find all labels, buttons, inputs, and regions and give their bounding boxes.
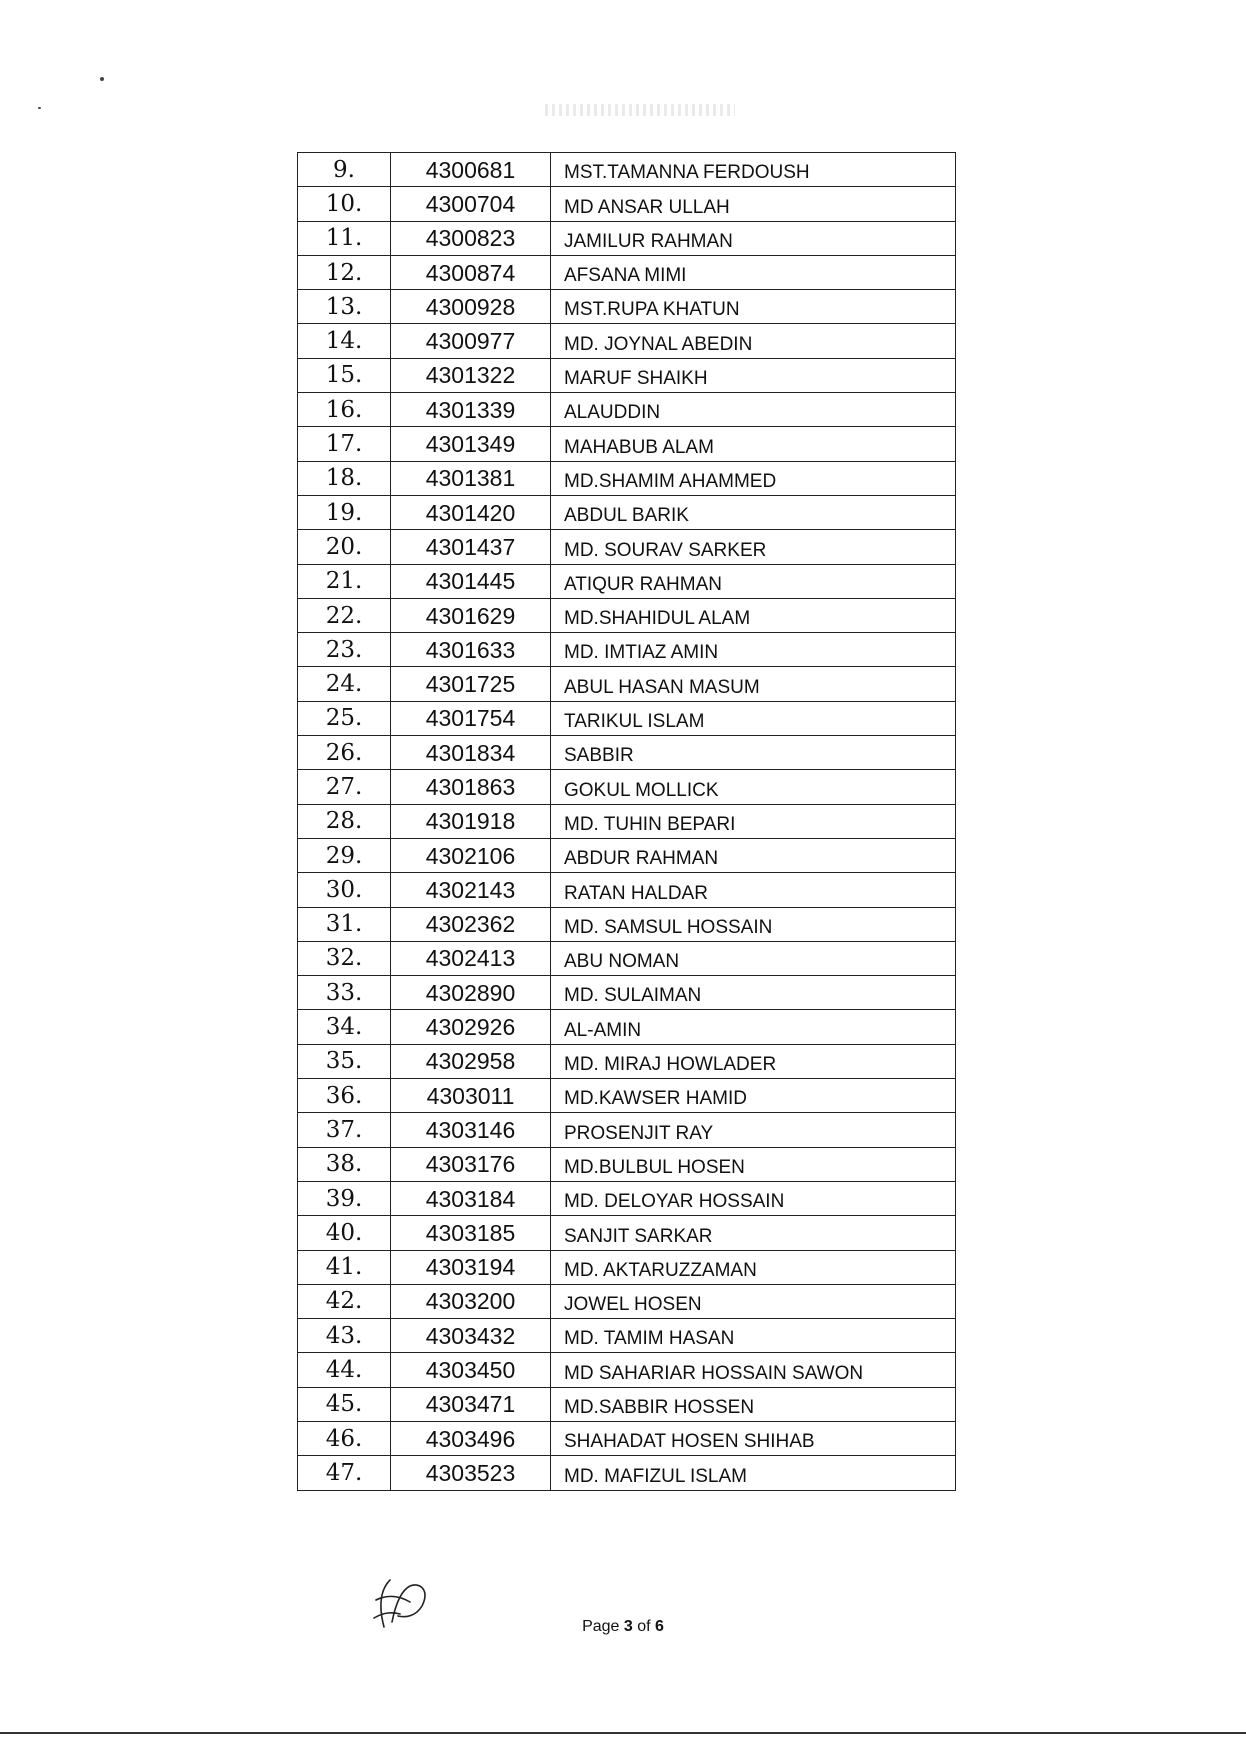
table-row xyxy=(298,290,956,324)
serial-number-cell: 37. xyxy=(298,1113,391,1147)
employee-id-cell: 4301629 xyxy=(391,598,551,632)
serial-number-cell: 12. xyxy=(298,255,391,289)
employee-name-cell: PROSENJIT RAY xyxy=(551,1113,956,1147)
table-row xyxy=(298,461,956,495)
employee-id-cell: 4301754 xyxy=(391,701,551,735)
employee-id-cell: 4301381 xyxy=(391,461,551,495)
employee-name-cell: MD. IMTIAZ AMIN xyxy=(551,633,956,667)
page-of-label: of xyxy=(632,1618,656,1635)
employee-id-cell: 4303146 xyxy=(391,1113,551,1147)
serial-number-cell: 18. xyxy=(298,461,391,495)
employee-name-cell: ABDUR RAHMAN xyxy=(551,838,956,872)
employee-name-cell: MD ANSAR ULLAH xyxy=(551,187,956,221)
table-row xyxy=(298,1010,956,1044)
serial-number-cell: 28. xyxy=(298,804,391,838)
employee-id-cell: 4300681 xyxy=(391,153,551,187)
serial-number-cell: 22. xyxy=(298,598,391,632)
employee-name-cell: MD. AKTARUZZAMAN xyxy=(551,1250,956,1284)
employee-id-cell: 4301420 xyxy=(391,495,551,529)
employee-name-cell: MD.SHAHIDUL ALAM xyxy=(551,598,956,632)
employee-id-cell: 4303200 xyxy=(391,1284,551,1318)
employee-id-cell: 4302890 xyxy=(391,976,551,1010)
table-row xyxy=(298,1216,956,1250)
employee-id-cell: 4302926 xyxy=(391,1010,551,1044)
employee-id-cell: 4303496 xyxy=(391,1421,551,1455)
employee-name-cell: ABUL HASAN MASUM xyxy=(551,667,956,701)
employee-id-cell: 4303176 xyxy=(391,1147,551,1181)
employee-name-cell: ABU NOMAN xyxy=(551,941,956,975)
table-row xyxy=(298,1113,956,1147)
employee-name-cell: SANJIT SARKAR xyxy=(551,1216,956,1250)
serial-number-cell: 10. xyxy=(298,187,391,221)
employee-name-cell: MD.SHAMIM AHAMMED xyxy=(551,461,956,495)
page-label: Page xyxy=(582,1618,624,1635)
table-row xyxy=(298,1319,956,1353)
employee-name-cell: JAMILUR RAHMAN xyxy=(551,221,956,255)
table-row xyxy=(298,1456,956,1490)
employee-id-cell: 4300823 xyxy=(391,221,551,255)
serial-number-cell: 13. xyxy=(298,290,391,324)
table-row xyxy=(298,221,956,255)
employee-id-cell: 4300928 xyxy=(391,290,551,324)
table-row xyxy=(298,255,956,289)
employee-id-cell: 4300874 xyxy=(391,255,551,289)
serial-number-cell: 46. xyxy=(298,1421,391,1455)
table-row xyxy=(298,1079,956,1113)
table-row xyxy=(298,667,956,701)
employee-name-cell: MD. MAFIZUL ISLAM xyxy=(551,1456,956,1490)
serial-number-cell: 24. xyxy=(298,667,391,701)
table-row xyxy=(298,633,956,667)
table-row xyxy=(298,495,956,529)
serial-number-cell: 32. xyxy=(298,941,391,975)
table-row xyxy=(298,1353,956,1387)
employee-name-cell: MD.BULBUL HOSEN xyxy=(551,1147,956,1181)
current-page: 3 xyxy=(623,1618,633,1635)
serial-number-cell: 30. xyxy=(298,873,391,907)
serial-number-cell: 20. xyxy=(298,530,391,564)
serial-number-cell: 17. xyxy=(298,427,391,461)
employee-id-cell: 4303194 xyxy=(391,1250,551,1284)
employee-id-cell: 4302958 xyxy=(391,1044,551,1078)
employee-name-cell: ALAUDDIN xyxy=(551,393,956,427)
table-row xyxy=(298,838,956,872)
employee-name-cell: MD SAHARIAR HOSSAIN SAWON xyxy=(551,1353,956,1387)
employee-name-cell: MD.SABBIR HOSSEN xyxy=(551,1387,956,1421)
employee-id-cell: 4301725 xyxy=(391,667,551,701)
serial-number-cell: 33. xyxy=(298,976,391,1010)
employee-id-cell: 4301322 xyxy=(391,358,551,392)
serial-number-cell: 27. xyxy=(298,770,391,804)
serial-number-cell: 47. xyxy=(298,1456,391,1490)
table-row xyxy=(298,427,956,461)
employee-id-cell: 4303523 xyxy=(391,1456,551,1490)
employee-name-cell: GOKUL MOLLICK xyxy=(551,770,956,804)
table-row xyxy=(298,736,956,770)
employee-name-cell: MST.RUPA KHATUN xyxy=(551,290,956,324)
serial-number-cell: 36. xyxy=(298,1079,391,1113)
table-row xyxy=(298,907,956,941)
employee-id-cell: 4301918 xyxy=(391,804,551,838)
serial-number-cell: 19. xyxy=(298,495,391,529)
employee-name-cell: ATIQUR RAHMAN xyxy=(551,564,956,598)
serial-number-cell: 11. xyxy=(298,221,391,255)
table-row xyxy=(298,804,956,838)
serial-number-cell: 15. xyxy=(298,358,391,392)
employee-id-cell: 4300704 xyxy=(391,187,551,221)
serial-number-cell: 41. xyxy=(298,1250,391,1284)
table-row xyxy=(298,1181,956,1215)
table-row xyxy=(298,976,956,1010)
table-row xyxy=(298,1250,956,1284)
serial-number-cell: 43. xyxy=(298,1319,391,1353)
table-row xyxy=(298,153,956,187)
table-row xyxy=(298,358,956,392)
serial-number-cell: 42. xyxy=(298,1284,391,1318)
serial-number-cell: 23. xyxy=(298,633,391,667)
serial-number-cell: 39. xyxy=(298,1181,391,1215)
employee-id-cell: 4303471 xyxy=(391,1387,551,1421)
table-row xyxy=(298,187,956,221)
employee-name-cell: MD. SAMSUL HOSSAIN xyxy=(551,907,956,941)
table-row xyxy=(298,324,956,358)
serial-number-cell: 14. xyxy=(298,324,391,358)
table-row xyxy=(298,564,956,598)
employee-name-cell: SHAHADAT HOSEN SHIHAB xyxy=(551,1421,956,1455)
serial-number-cell: 29. xyxy=(298,838,391,872)
table-row xyxy=(298,1421,956,1455)
table-row xyxy=(298,1284,956,1318)
employee-id-cell: 4302143 xyxy=(391,873,551,907)
serial-number-cell: 26. xyxy=(298,736,391,770)
serial-number-cell: 34. xyxy=(298,1010,391,1044)
employee-id-cell: 4303011 xyxy=(391,1079,551,1113)
employee-name-cell: MD. MIRAJ HOWLADER xyxy=(551,1044,956,1078)
scan-edge-line xyxy=(0,1732,1246,1734)
employee-name-cell: AL-AMIN xyxy=(551,1010,956,1044)
serial-number-cell: 38. xyxy=(298,1147,391,1181)
employee-name-cell: AFSANA MIMI xyxy=(551,255,956,289)
employee-name-cell: ABDUL BARIK xyxy=(551,495,956,529)
serial-number-cell: 9. xyxy=(298,153,391,187)
table-row xyxy=(298,1387,956,1421)
table-row xyxy=(298,941,956,975)
employee-list-table xyxy=(297,152,955,1491)
scan-speck xyxy=(100,77,104,81)
table-row xyxy=(298,598,956,632)
serial-number-cell: 44. xyxy=(298,1353,391,1387)
employee-name-cell: MD.KAWSER HAMID xyxy=(551,1079,956,1113)
employee-id-cell: 4301339 xyxy=(391,393,551,427)
table-row xyxy=(298,873,956,907)
scan-speck xyxy=(38,107,41,109)
employee-name-cell: MD. DELOYAR HOSSAIN xyxy=(551,1181,956,1215)
employee-name-cell: MD. TAMIM HASAN xyxy=(551,1319,956,1353)
employee-id-cell: 4301863 xyxy=(391,770,551,804)
page-number xyxy=(0,1618,1246,1636)
table-row xyxy=(298,1147,956,1181)
employee-id-cell: 4302413 xyxy=(391,941,551,975)
employee-id-cell: 4303185 xyxy=(391,1216,551,1250)
scan-smudge xyxy=(545,104,735,116)
table-row xyxy=(298,530,956,564)
serial-number-cell: 35. xyxy=(298,1044,391,1078)
employee-id-cell: 4301834 xyxy=(391,736,551,770)
employee-name-cell: MD. SOURAV SARKER xyxy=(551,530,956,564)
employee-id-cell: 4303432 xyxy=(391,1319,551,1353)
employee-id-cell: 4301633 xyxy=(391,633,551,667)
employee-id-cell: 4302106 xyxy=(391,838,551,872)
employee-id-cell: 4301349 xyxy=(391,427,551,461)
table-row xyxy=(298,393,956,427)
table-row xyxy=(298,770,956,804)
employee-name-cell: MARUF SHAIKH xyxy=(551,358,956,392)
serial-number-cell: 16. xyxy=(298,393,391,427)
employee-id-cell: 4303184 xyxy=(391,1181,551,1215)
employee-name-cell: MD. TUHIN BEPARI xyxy=(551,804,956,838)
serial-number-cell: 21. xyxy=(298,564,391,598)
table-body xyxy=(298,153,956,1491)
total-pages: 6 xyxy=(655,1618,664,1635)
serial-number-cell: 25. xyxy=(298,701,391,735)
table-row xyxy=(298,701,956,735)
table-row xyxy=(298,1044,956,1078)
employee-id-cell: 4302362 xyxy=(391,907,551,941)
serial-number-cell: 31. xyxy=(298,907,391,941)
employee-id-cell: 4301445 xyxy=(391,564,551,598)
employee-name-cell: RATAN HALDAR xyxy=(551,873,956,907)
employee-name-cell: MST.TAMANNA FERDOUSH xyxy=(551,153,956,187)
employee-name-cell: SABBIR xyxy=(551,736,956,770)
employee-id-cell: 4300977 xyxy=(391,324,551,358)
employee-name-cell: TARIKUL ISLAM xyxy=(551,701,956,735)
serial-number-cell: 40. xyxy=(298,1216,391,1250)
employee-id-cell: 4301437 xyxy=(391,530,551,564)
employee-name-cell: MD. JOYNAL ABEDIN xyxy=(551,324,956,358)
employee-name-cell: MAHABUB ALAM xyxy=(551,427,956,461)
serial-number-cell: 45. xyxy=(298,1387,391,1421)
employee-name-cell: MD. SULAIMAN xyxy=(551,976,956,1010)
employee-id-cell: 4303450 xyxy=(391,1353,551,1387)
employee-name-cell: JOWEL HOSEN xyxy=(551,1284,956,1318)
